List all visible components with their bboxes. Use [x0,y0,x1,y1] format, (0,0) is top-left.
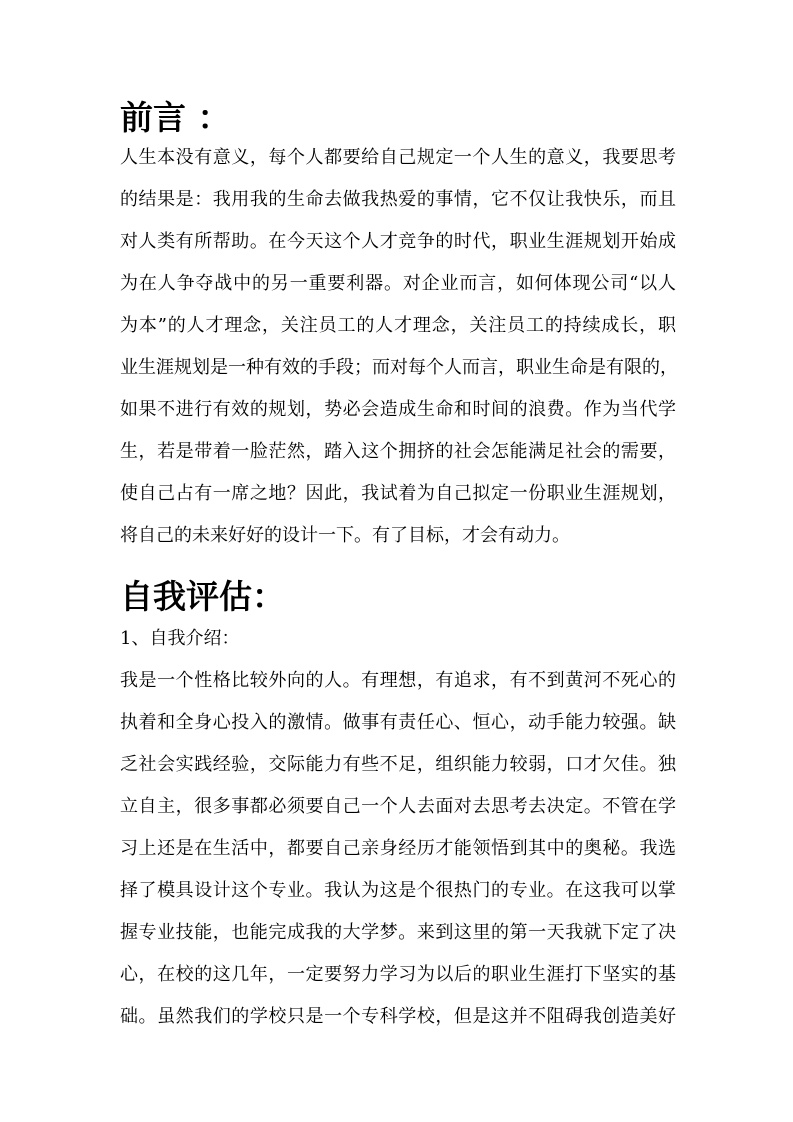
paragraph-line: 习上还是在生活中，都要自己亲身经历才能领悟到其中的奥秘。我选 [120,838,676,859]
paragraph-line: 为本”的人才理念，关注员工的人才理念，关注员工的持续成长，职 [120,315,676,336]
paragraph-line: 础。虽然我们的学校只是一个专科学校，但是这并不阻碍我创造美好 [120,1006,676,1027]
paragraph-line: 心，在校的这几年，一定要努力学习为以后的职业生涯打下坚实的基 [120,964,676,985]
paragraph-line: 为在人争夺战中的另一重要利器。对企业而言，如何体现公司“以人 [120,273,676,294]
paragraph-line: 乏社会实践经验，交际能力有些不足，组织能力较弱，口才欠佳。独 [120,754,676,775]
paragraph-line: 握专业技能，也能完成我的大学梦。来到这里的第一天我就下定了决 [120,922,676,943]
paragraph-line: 业生涯规划是一种有效的手段；而对每个人而言，职业生命是有限的， [120,357,678,378]
preface-heading: 前言 ： [120,98,231,137]
paragraph-line: 人生本没有意义，每个人都要给自己规定一个人生的意义，我要思考 [120,147,676,168]
self-assessment-heading: 自我评估： [120,577,285,616]
paragraph-line: 我是一个性格比较外向的人。有理想，有追求，有不到黄河不死心的 [120,670,676,691]
paragraph-line: 立自主，很多事都必须要自己一个人去面对去思考去决定。不管在学 [120,796,676,817]
paragraph-line: 执着和全身心投入的激情。做事有责任心、恒心，动手能力较强。缺 [120,712,676,733]
paragraph-line: 的结果是：我用我的生命去做我热爱的事情，它不仅让我快乐，而且 [120,189,676,210]
paragraph-line: 生，若是带着一脸茫然，踏入这个拥挤的社会怎能满足社会的需要， [120,441,676,462]
paragraph-line: 使自己占有一席之地？因此，我试着为自己拟定一份职业生涯规划， [120,483,676,504]
paragraph-line: 择了模具设计这个专业。我认为这是个很热门的专业。在这我可以掌 [120,880,676,901]
self-introduction-subheading: 1、自我介绍： [120,628,240,649]
paragraph-line: 对人类有所帮助。在今天这个人才竞争的时代，职业生涯规划开始成 [120,231,676,252]
paragraph-line: 如果不进行有效的规划，势必会造成生命和时间的浪费。作为当代学 [120,399,676,420]
paragraph-line: 将自己的未来好好的设计一下。有了目标，才会有动力。 [120,525,570,546]
